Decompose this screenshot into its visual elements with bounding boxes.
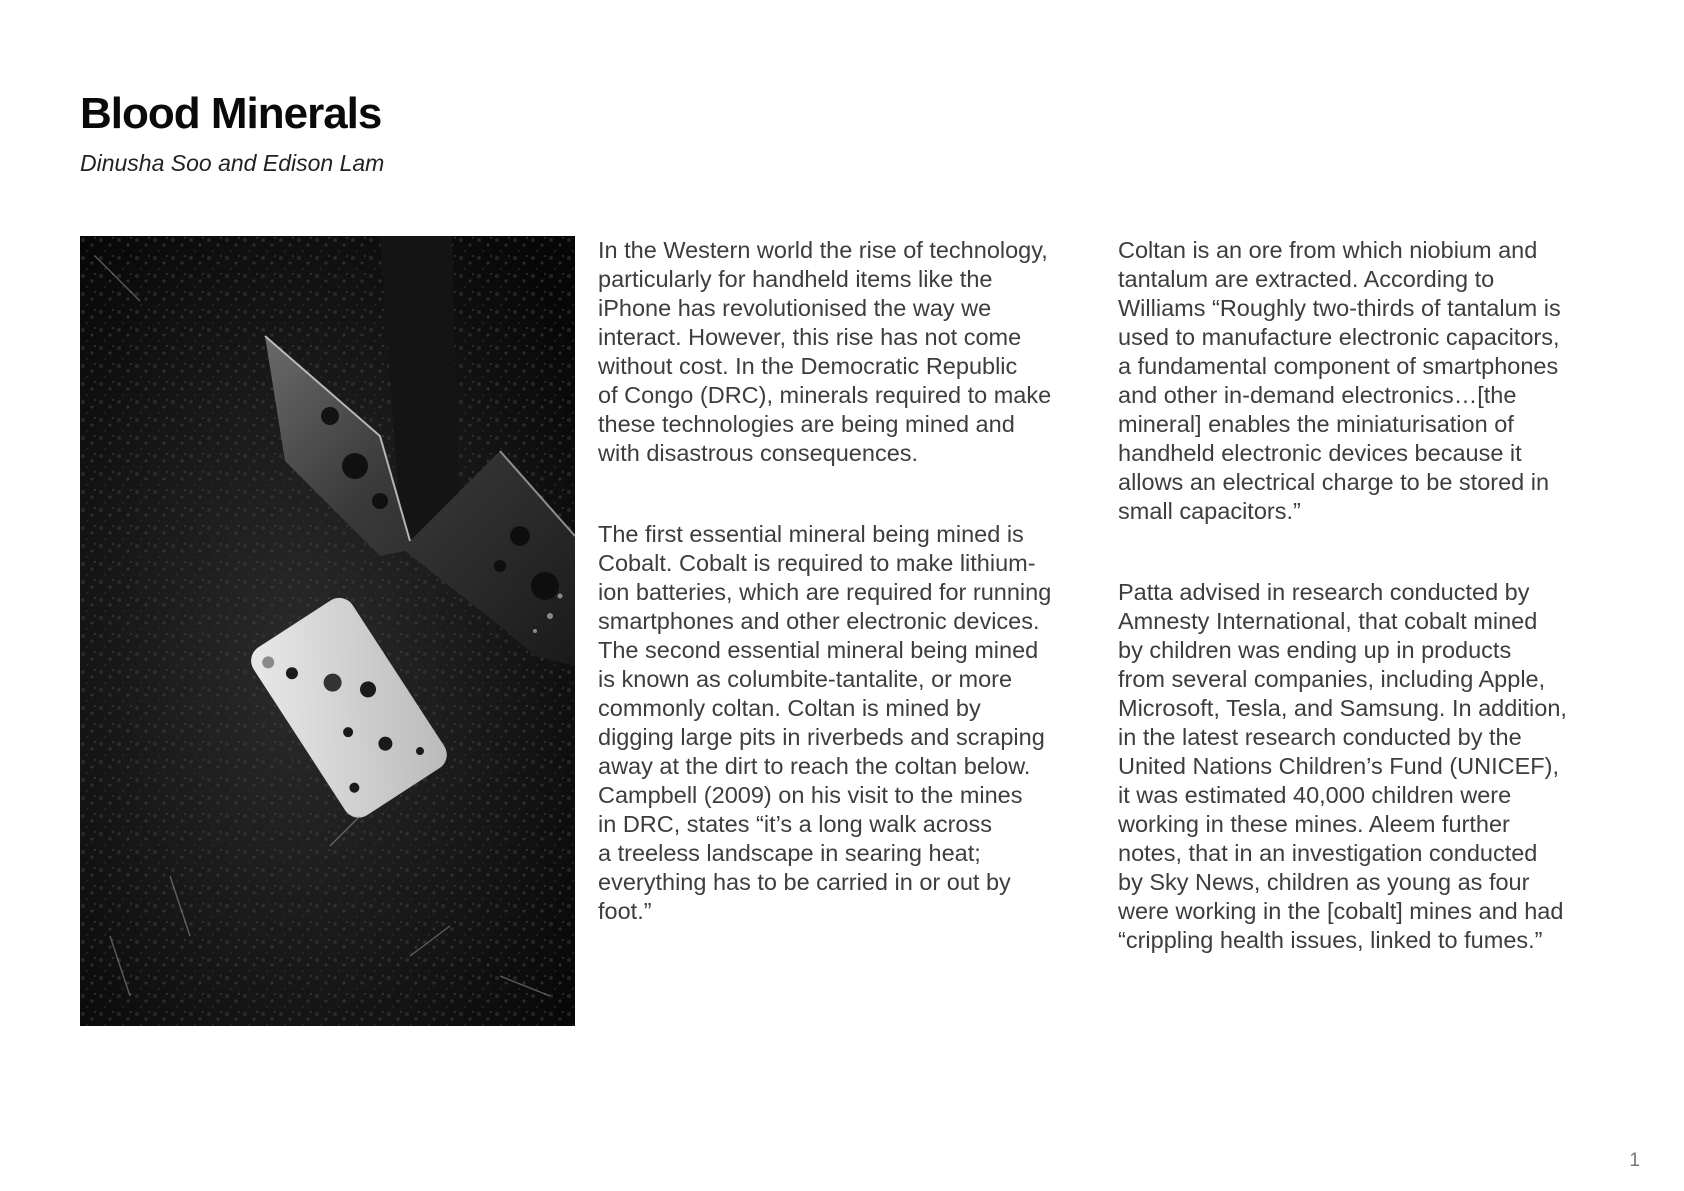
photo-illustration bbox=[80, 236, 575, 1026]
document-title: Blood Minerals bbox=[80, 89, 382, 138]
document-authors: Dinusha Soo and Edison Lam bbox=[80, 150, 385, 176]
left-paragraph-intro: In the Western world the rise of technology, particularly for handheld items like the iPhone has revolutionised the way we interact. However, this rise has not come without cost. In the Democratic Republic of Congo (DRC), minerals required to make these technologies are being mined and with disastrous consequences. bbox=[598, 237, 1052, 466]
text-column-right bbox=[1118, 236, 1618, 1007]
text-column-left bbox=[598, 236, 1098, 978]
phone-in-soil-photo bbox=[80, 236, 575, 1026]
right-paragraph-coltan: Coltan is an ore from which niobium and tantalum are extracted. According to Williams “Roughly two-thirds of tantalum is used to manufacture electronic capacitors, a fundamental component of smartphones and other in-demand electronics…[the mineral] enables the miniaturisation of handheld electronic devices because it allows an electrical charge to be stored in small capacitors.” bbox=[1118, 237, 1561, 524]
left-paragraph-cobalt-coltan: The first essential mineral being mined is Cobalt. Cobalt is required to make lithium- ion batteries, which are required for running smartphones and other electronic devices. The second essential mineral being mined is known as columbite-tantalite, or more commonly coltan. Coltan is mined by digging large pits in riverbeds and scraping away at the dirt to reach the coltan below. Campbell (2009) on his visit to the mines in DRC, states “it’s a long walk across a treeless landscape in searing heat; everything has to be carried in or out by foot.” bbox=[598, 521, 1052, 924]
right-paragraph-child-labour: Patta advised in research conducted by Amnesty International, that cobalt mined by children was ending up in products from several companies, including Apple, Microsoft, Tesla, and Samsung. In addition, in the latest research conducted by the United Nations Children’s Fund (UNICEF), it was estimated 40,000 children were working in these mines. Aleem further notes, that in an investigation conducted by Sky News, children as young as four were working in the [cobalt] mines and had “crippling health issues, linked to fumes.” bbox=[1118, 579, 1567, 953]
page-number: 1 bbox=[1629, 1150, 1640, 1171]
